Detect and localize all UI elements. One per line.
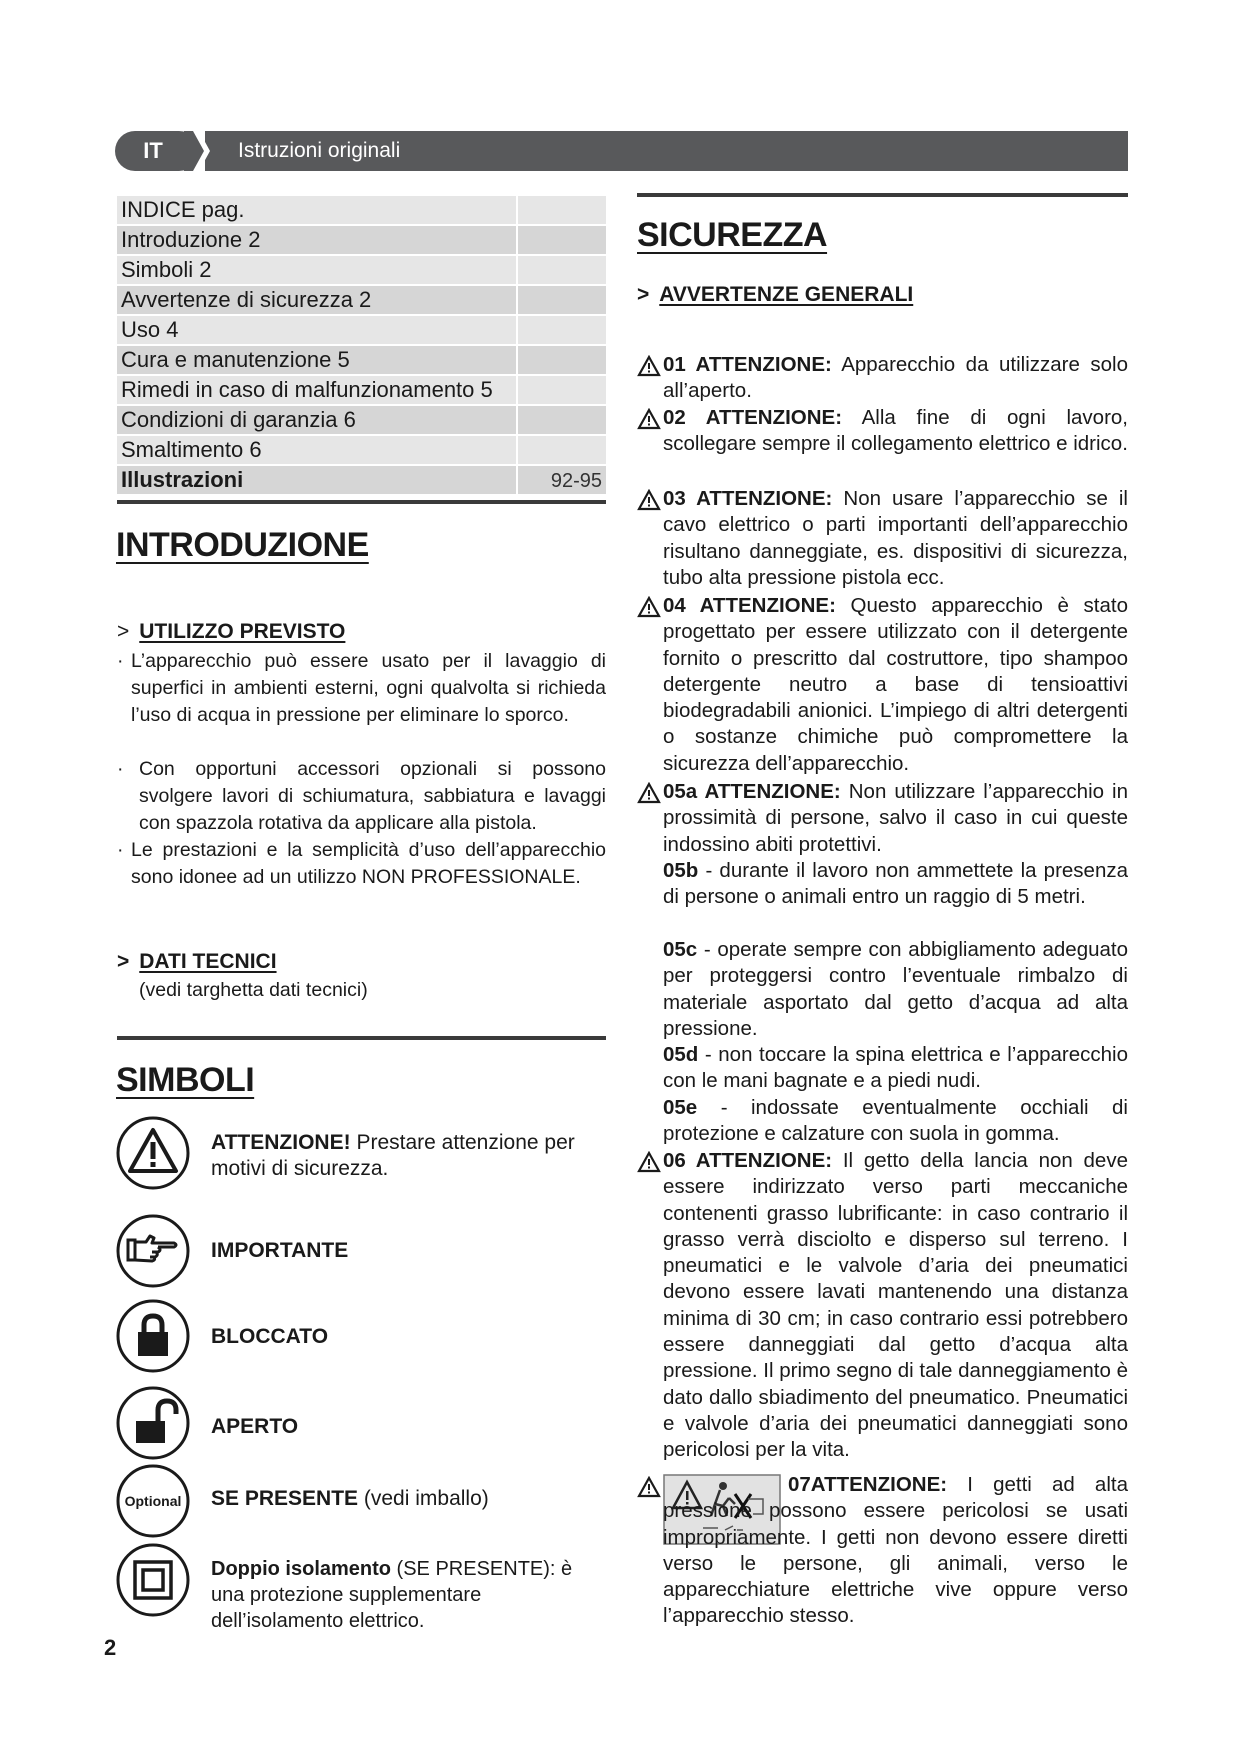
symbol-description: IMPORTANTE [211,1239,349,1262]
index-row: Introduzione 2 [117,226,606,256]
section-title-simboli: SIMBOLI [116,1061,255,1099]
section-title-sicurezza: SICUREZZA [637,216,828,254]
warning-item: 05a ATTENZIONE: Non utilizzare l’apparecchio in prossimità di persone, salvo il caso in cui queste indossino abiti protettivi. [637,779,1128,858]
warning-subitem: 05e - indossate eventualmente occhiali di protezione e calzature con suola in gomma. [663,1096,1128,1146]
warning-item: 06 ATTENZIONE: Il getto della lancia non deve essere indirizzato verso parti meccaniche contenenti grasso lubrificante: in caso contrario il grasso verrà disciolto e disperso sul terreno. I pneumatici e le valvole d’aria dei pneumatici devono essere lavati mantenendo una distanza minima di 30 cm; in caso contrario essi potrebbero essere danneggiati dal getto d’acqua alta pressione. Il primo segno di tale danneggiamento è dato dallo sbiadimento del pneumatico. Pneumatici e valvole d’aria dei pneumatici danneggiati sono pericolosi per la vita. [637,1148,1128,1464]
symbol-description: ATTENZIONE! Prestare attenzione per motivi di sicurezza. [211,1131,575,1180]
warning-triangle-icon [637,1151,661,1173]
warning-subitem: 05b - durante il lavoro non ammettete la presenza di persone o animali entro un raggio di 5 metri. [663,859,1128,909]
symbol-description: APERTO [211,1415,299,1438]
section-divider [637,193,1128,197]
pointing-hand-icon [116,1214,190,1288]
section-divider [117,1036,606,1040]
section-title-introduzione: INTRODUZIONE [116,526,369,564]
index-row: Rimedi in caso di malfunzionamento 5 [117,376,606,406]
index-row: Cura e manutenzione 5 [117,346,606,376]
warning-triangle-icon [637,782,661,804]
locked-padlock-icon [116,1299,190,1373]
subheading-avvertenze-generali: > AVVERTENZE GENERALI [637,283,914,306]
symbol-description: BLOCCATO [211,1325,329,1348]
index-row: Smaltimento 6 [117,436,606,466]
warning-item: 04 ATTENZIONE: Questo apparecchio è stato progettato per essere utilizzato con il detergente fornito o prescritto dal costruttore, tipo shampoo detergente neutro a base di tensioattivi biodegradabili anionici. L’impiego di altri detergenti o sostanze chimiche può compromettere la sicurezza dell’apparecchio. [637,593,1128,777]
warning-triangle-icon [637,596,661,618]
list-item: · L’apparecchio può essere usato per il lavaggio di superfici in ambienti esterni, ogni qualvolta si richieda l’uso di acqua in pressione per eliminare lo sporco. [117,650,606,726]
list-item: · Le prestazioni e la semplicità d’uso dell’apparecchio sono idonee ad un utilizzo NON PROFESSIONALE. [117,839,606,888]
warning-item: 02 ATTENZIONE: Alla fine di ogni lavoro, scollegare sempre il collegamento elettrico e idrico. [637,405,1128,458]
warning-triangle-icon [637,355,661,377]
page-number: 2 [104,1635,117,1660]
warning-triangle-icon [116,1116,190,1190]
warning-item: 07ATTENZIONE: I getti ad alta pressione possono essere pericolosi se usati impropriamente. I getti non devono essere diretti verso le persone, gli animali, verso le apparecchiature elettriche vive oppure verso l’apparecchio stesso. [663,1473,1128,1628]
index-row: Avvertenze di sicurezza 2 [117,286,606,316]
dati-tecnici-note: (vedi targhetta dati tecnici) [139,979,368,1001]
index-row: Simboli 2 [117,256,606,286]
subheading-dati-tecnici: > DATI TECNICI [117,950,277,973]
index-table [117,196,606,496]
optional-icon-label: Optional [124,1493,182,1509]
index-row: Condizioni di garanzia 6 [117,406,606,436]
warning-subitem: 05c - operate sempre con abbigliamento adeguato per proteggersi contro l’eventuale rimbalzo di materiale asportato dal getto d’acqua ad alta pressione. [663,938,1128,1040]
warning-item: 01 ATTENZIONE: Apparecchio da utilizzare solo all’aperto. [637,352,1128,405]
warning-subitem: 05d - non toccare la spina elettrica e l’apparecchio con le mani bagnate e a piedi nudi. [663,1043,1128,1093]
symbol-description: SE PRESENTE (vedi imballo) [211,1487,489,1510]
unlocked-padlock-icon [116,1386,190,1460]
subheading-utilizzo-previsto: > UTILIZZO PREVISTO [117,620,346,643]
symbol-description: Doppio isolamento (SE PRESENTE): è una protezione supplementare dell’isolamento elettrico. [211,1558,573,1632]
language-badge: IT [115,131,199,171]
section-divider [117,500,606,504]
list-item: · Con opportuni accessori opzionali si possono svolgere lavori di schiumatura, sabbiatura e lavaggi con spazzola rotativa da applicare alla pistola. [117,758,606,834]
warning-item: 03 ATTENZIONE: Non usare l’apparecchio se il cavo elettrico o parti importanti dell’apparecchio risultano danneggiate, es. dispositivi di sicurezza, tubo alta pressione pistola ecc. [637,486,1128,591]
optional-icon [116,1464,190,1538]
index-row: INDICE pag. [117,196,606,226]
warning-triangle-icon [637,408,661,430]
index-row: Illustrazioni 92-95 [117,466,606,496]
warning-triangle-icon [637,489,661,511]
header-title: Istruzioni originali [238,139,401,162]
warning-triangle-icon [637,1476,661,1498]
index-row: Uso 4 [117,316,606,346]
double-insulation-icon [116,1543,190,1617]
